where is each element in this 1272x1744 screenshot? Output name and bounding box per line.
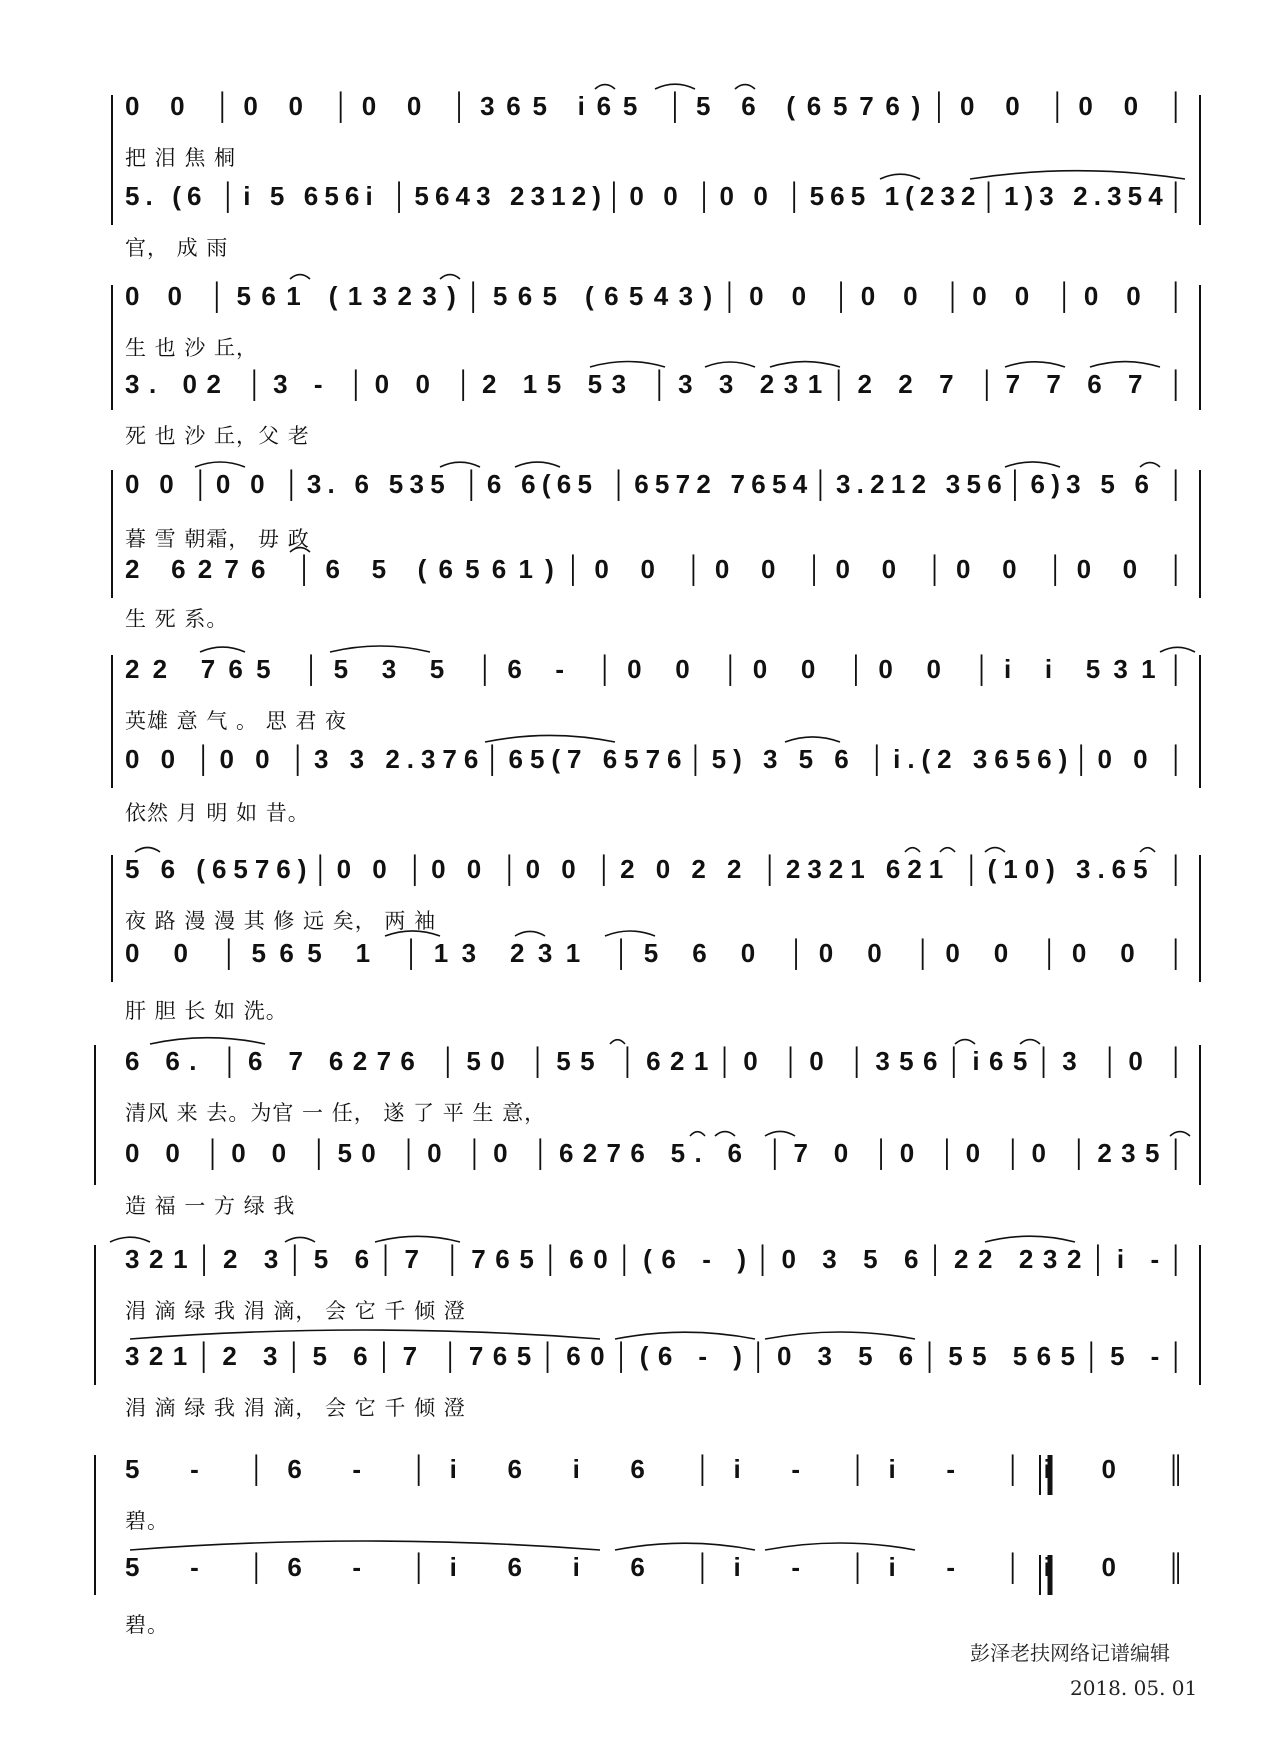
- slur-arc: [765, 1332, 915, 1339]
- slur-arc: [290, 275, 310, 279]
- lyric-line: 清风 来 去。为官 一 任， 遂 了 平 生 意，: [125, 1101, 547, 1125]
- slur-arc: [200, 647, 245, 652]
- slur-arc: [705, 362, 755, 367]
- slur-arc: [130, 1541, 600, 1550]
- notation-line: 0 0 │0 0 │0 0 │365 i65 │5 6 (6576)│0 0 │0 0 │: [125, 91, 1186, 121]
- slur-arc: [195, 462, 245, 467]
- notation-line: 3. 02 │3 - │0 0 │2 15 53 │3 3 231│2 2 7 │7 7 6 7 │: [125, 369, 1185, 399]
- slur-arc: [765, 1543, 915, 1550]
- slur-arc: [880, 174, 920, 179]
- slur-arc: [785, 737, 840, 742]
- slur-arc: [655, 84, 695, 89]
- lyric-line: 把 泪 焦 桐: [125, 146, 237, 170]
- notation-line: 5. (6 │i 5 656i │5643 2312)│0 0 │0 0 │565 1(232│1)3 2.354│: [125, 181, 1185, 211]
- slur-arc: [1170, 1132, 1190, 1136]
- notation-line: 0 0 │0 0 │3. 6 535 │6 6(65 │6572 7654│3.212 356│6)3 5 6 │: [125, 469, 1185, 499]
- slur-arc: [110, 1237, 150, 1242]
- slur-arc: [735, 85, 755, 89]
- slur-arc: [615, 1332, 755, 1339]
- slur-arc: [955, 1040, 975, 1044]
- notation-line: 22 765 │5 3 5 │6 - │0 0 │0 0 │0 0 │i i 531│: [125, 654, 1185, 684]
- slur-arc: [765, 1131, 795, 1136]
- lyric-line: 死 也 沙 丘，父 老: [125, 424, 310, 448]
- slur-arc: [985, 848, 1005, 852]
- lyric-line: 生 死 系。: [125, 607, 229, 631]
- slur-arc: [610, 1040, 625, 1044]
- slur-arc: [1160, 647, 1195, 652]
- slur-arc: [590, 362, 665, 368]
- notation-line: 0 0 │0 0 │50 │0 │0 │6276 5. 6 │7 0 │0 │0 │0 │235│: [125, 1138, 1185, 1168]
- notation-line: 5 - │6 - │i 6 i 6 │i - │i - │i 0 ║: [125, 1454, 1186, 1484]
- slur-arc: [1020, 1040, 1040, 1044]
- notation-line: 5 - │6 - │i 6 i 6 │i - │i - │i 0 ║: [125, 1552, 1186, 1582]
- lyric-line: 官， 成 雨: [125, 236, 229, 260]
- slur-arc: [605, 931, 655, 936]
- slur-arc: [515, 462, 560, 467]
- lyric-line: 碧。: [125, 1613, 169, 1637]
- slur-arc: [440, 462, 480, 467]
- slur-arc: [130, 1330, 600, 1339]
- slur-arc: [690, 1132, 705, 1136]
- slur-arc: [940, 848, 955, 852]
- notation-line: 5 6 (6576)│0 0 │0 0 │0 0 │2 0 2 2 │2321 621 │(10) 3.65 │: [125, 854, 1185, 884]
- editor-credit: 彭泽老扶网络记谱编辑: [970, 1641, 1170, 1665]
- slur-arc: [375, 1236, 460, 1242]
- lyric-line: 造 福 一 方 绿 我: [125, 1194, 296, 1218]
- slur-arc: [330, 646, 430, 652]
- slur-arc: [1005, 362, 1065, 367]
- slur-arc: [515, 931, 545, 936]
- slur-arc: [1005, 462, 1060, 467]
- slur-arc: [615, 1543, 755, 1550]
- lyric-line: 碧。: [125, 1509, 169, 1533]
- slur-arc: [440, 275, 460, 279]
- slur-arc: [715, 1132, 735, 1136]
- slur-arc: [770, 362, 840, 367]
- lyric-line: 暮 雪 朝霜， 毋 政: [125, 527, 310, 551]
- slur-arc: [150, 1038, 265, 1044]
- slur-arc: [905, 848, 920, 852]
- slur-arc: [970, 171, 1185, 179]
- slur-arc: [485, 735, 615, 742]
- notation-line: 321│2 3│5 6│7 │765│60│(6 - )│0 3 5 6│55 565│5 -│: [125, 1341, 1185, 1371]
- notation-line: 2 6276 │6 5 (6561)│0 0 │0 0 │0 0 │0 0 │0 0 │: [125, 554, 1186, 584]
- slur-arc: [985, 1236, 1075, 1242]
- lyric-line: 英雄 意 气 。 思 君 夜: [125, 709, 348, 733]
- edit-date: 2018. 05. 01: [1070, 1676, 1198, 1700]
- lyric-line: 涓 滴 绿 我 涓 滴， 会 它 千 倾 澄: [125, 1396, 466, 1420]
- lyric-line: 夜 路 漫 漫 其 修 远 矣， 两 袖: [125, 909, 437, 933]
- slur-arc: [1090, 362, 1160, 367]
- lyric-line: 肝 胆 长 如 洗。: [125, 999, 288, 1023]
- slur-arc: [135, 848, 160, 853]
- lyric-line: 涓 滴 绿 我 涓 滴， 会 它 千 倾 澄: [125, 1299, 466, 1323]
- notation-line: 0 0 │0 0 │3 3 2.376│65(7 6576│5) 3 5 6 │i.(2 3656)│0 0 │: [125, 744, 1185, 774]
- slur-arc: [1140, 463, 1160, 467]
- slur-arc: [595, 85, 615, 89]
- lyric-line: 依然 月 明 如 昔。: [125, 801, 310, 825]
- lyric-line: 生 也 沙 丘，: [125, 336, 259, 360]
- notation-line: 0 0 │565 1 │13 231 │5 6 0 │0 0 │0 0 │0 0 │: [125, 938, 1186, 968]
- notation-line: 6 6. │6 7 6276 │50 │55 │621│0 │0 │356│i65│3 │0 │: [125, 1046, 1186, 1076]
- notation-line: 0 0 │561 (1323)│565 (6543)│0 0 │0 0 │0 0 │0 0 │: [125, 281, 1185, 311]
- slur-arc: [285, 1237, 315, 1242]
- notation-line: 321│2 3│5 6│7 │765│60│(6 - )│0 3 5 6│22 232│i -│: [125, 1244, 1185, 1274]
- slur-arc: [1140, 848, 1155, 852]
